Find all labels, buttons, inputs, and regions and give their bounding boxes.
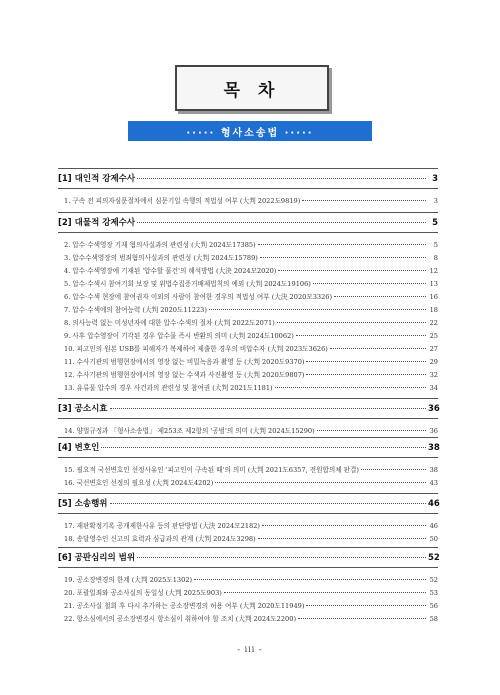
page-title: 목 차 <box>175 65 329 111</box>
entry-title: 7. 압수·수색에의 참여능력 (大判 2020도11223) <box>64 306 207 314</box>
entry-page-number: 38 <box>429 466 438 474</box>
entry-page-number: 12 <box>429 267 438 275</box>
toc-entry[interactable] <box>58 382 438 395</box>
entry-page-number: 22 <box>429 319 438 327</box>
dot-leader <box>194 579 426 580</box>
entry-title: 5. 압수·수색시 참여기회 보장 및 위법수집증거배제법칙의 예외 (大判 2024도19106) <box>64 280 311 288</box>
toc-section <box>58 212 438 395</box>
toc-section <box>58 168 438 208</box>
entry-list <box>58 568 438 626</box>
entry-page-number: 27 <box>429 345 438 353</box>
dot-leader <box>361 469 426 470</box>
entry-title: 4. 압수·수색영장에 기재된 '압수할 물건'의 해석방법 (大決 2024모2020) <box>64 267 277 275</box>
section-heading[interactable] <box>58 212 438 233</box>
entry-page-number: 36 <box>429 427 438 435</box>
entry-title: 19. 공소장변경의 한계 (大判 2025도1302) <box>64 576 193 584</box>
section-label: [2] 대물적 강제수사 <box>58 218 136 228</box>
dot-leader <box>258 538 426 539</box>
section-page-number: 36 <box>428 404 440 414</box>
toc-entry[interactable] <box>58 369 438 382</box>
entry-page-number: 5 <box>433 241 438 249</box>
entry-page-number: 32 <box>429 371 438 379</box>
entry-title: 18. 송달영수인 신고의 효력과 심급과의 관계 (大判 2024도3298) <box>64 535 256 543</box>
dot-leader <box>334 296 426 297</box>
toc-entry[interactable] <box>58 520 438 533</box>
dot-leader <box>262 525 426 526</box>
toc-entry[interactable] <box>58 195 438 208</box>
section-heading[interactable] <box>58 547 438 568</box>
dot-leader <box>110 408 427 409</box>
entry-title: 15. 필요적 국선변호인 선정사유인 '피고인이 구속된 때'의 의미 (大判 2021도6357, 전원합의체 판결) <box>64 466 359 474</box>
entry-title: 21. 공소사실 철회 후 다시 추가하는 공소장변경의 허용 여부 (大判 2020도11949) <box>64 602 305 610</box>
dot-leader <box>298 618 426 619</box>
entry-title: 8. 의사능력 없는 미성년자에 대한 압수·수색의 절차 (大判 2022도2071) <box>64 319 275 327</box>
section-page-number: 46 <box>428 499 440 509</box>
toc-entry[interactable] <box>58 239 438 252</box>
dot-leader <box>224 592 426 593</box>
section-heading[interactable] <box>58 398 438 419</box>
dot-leader <box>306 361 426 362</box>
page-footer: - iii - <box>237 645 263 654</box>
entry-title: 1. 구속 전 피의자심문절차에서 심문기일 속행의 적법성 여부 (大判 2022도9819) <box>64 197 301 205</box>
entry-title: 22. 항소심에서의 공소장변경시 항소심이 취하여야 할 조치 (大判 2024도2200) <box>64 615 297 623</box>
entry-page-number: 8 <box>433 254 438 262</box>
dot-leader <box>302 200 426 201</box>
section-page-number: 38 <box>428 443 440 453</box>
dot-leader <box>137 222 426 223</box>
dot-leader <box>101 447 426 448</box>
toc-entry[interactable] <box>58 613 438 626</box>
entry-list <box>58 419 438 438</box>
dot-leader <box>306 374 426 375</box>
section-label: [5] 소송행위 <box>58 499 108 509</box>
dot-leader <box>110 503 427 504</box>
entry-title: 10. 피고인의 원본 USB를 피해자가 복제하여 제출한 경우의 비압수자 (大判 2023도3626) <box>64 345 328 353</box>
section-label: [1] 대인적 강제수사 <box>58 174 136 184</box>
dot-leader <box>258 244 426 245</box>
dot-leader <box>278 270 426 271</box>
section-label: [6] 공판심리의 범위 <box>58 553 136 563</box>
entry-title: 13. 유류물 압수의 경우 사건과의 관련성 및 참여권 (大判 2021도1181) <box>64 384 273 392</box>
section-page-number: 52 <box>428 553 440 563</box>
entry-page-number: 50 <box>429 535 438 543</box>
subtitle-band: ····· 형사소송법 ····· <box>128 121 372 141</box>
entry-title: 20. 포괄일죄와 공소사실의 동일성 (大判 2025도903) <box>64 589 222 597</box>
entry-title: 11. 수사기관의 범행현장에서의 영장 없는 비밀녹음과 촬영 등 (大判 2020도9370) <box>64 358 305 366</box>
toc-entry[interactable] <box>58 317 438 330</box>
entry-page-number: 25 <box>429 332 438 340</box>
entry-list <box>58 458 438 490</box>
dot-leader <box>137 178 426 179</box>
entry-page-number: 3 <box>433 197 438 205</box>
entry-page-number: 52 <box>429 576 438 584</box>
section-page-number: 3 <box>432 174 438 184</box>
dot-leader <box>296 335 426 336</box>
toc-entry[interactable] <box>58 330 438 343</box>
toc-section <box>58 437 438 490</box>
entry-title: 3. 압수수색영장의 범죄혐의사실과의 관련성 (大判 2024도15789) <box>64 254 258 262</box>
entry-list <box>58 189 438 208</box>
toc-section <box>58 547 438 626</box>
toc-entry[interactable] <box>58 464 438 477</box>
section-page-number: 5 <box>432 218 438 228</box>
entry-title: 9. 사후 압수영장이 기각된 경우 압수물 즉시 반환의 의미 (大判 2024도10062) <box>64 332 294 340</box>
toc-section <box>58 398 438 438</box>
toc-entry[interactable] <box>58 477 438 490</box>
toc-entry[interactable] <box>58 278 438 291</box>
toc-section <box>58 493 438 546</box>
entry-page-number: 13 <box>429 280 438 288</box>
toc-entry[interactable] <box>58 356 438 369</box>
entry-list <box>58 233 438 395</box>
section-label: [3] 공소시효 <box>58 404 108 414</box>
dot-leader <box>313 283 426 284</box>
entry-page-number: 56 <box>429 602 438 610</box>
section-label: [4] 변호인 <box>58 443 100 453</box>
entry-page-number: 16 <box>429 293 438 301</box>
entry-title: 16. 국선변호인 선정의 필요성 (大判 2024도4202) <box>64 479 214 487</box>
toc-entry[interactable] <box>58 304 438 317</box>
dot-leader <box>137 557 426 558</box>
toc-entry[interactable] <box>58 533 438 546</box>
dot-leader <box>260 257 426 258</box>
dot-leader <box>275 387 426 388</box>
section-heading[interactable] <box>58 493 438 514</box>
entry-page-number: 18 <box>429 306 438 314</box>
entry-title: 6. 압수·수색 현장에 참여권자 이외의 사람이 참여한 경우의 적법성 여부 (大決 2020모3326) <box>64 293 333 301</box>
dot-leader <box>330 348 426 349</box>
dot-leader <box>317 430 426 431</box>
entry-page-number: 58 <box>429 615 438 623</box>
dot-leader <box>306 605 426 606</box>
entry-page-number: 43 <box>429 479 438 487</box>
toc-entry[interactable] <box>58 574 438 587</box>
entry-title: 2. 압수·수색영장 기재 혐의사실과의 관련성 (大判 2024도17385) <box>64 241 256 249</box>
toc-entry[interactable] <box>58 265 438 278</box>
dot-leader <box>209 309 426 310</box>
entry-page-number: 46 <box>429 522 438 530</box>
dot-leader <box>215 482 426 483</box>
entry-title: 14. 양벌규정과 「형사소송법」 제253조 제2항의 '공범'의 의미 (大判 2024도15290) <box>64 427 315 435</box>
toc-entry[interactable] <box>58 343 438 356</box>
dot-leader <box>277 322 426 323</box>
entry-page-number: 29 <box>429 358 438 366</box>
entry-page-number: 34 <box>429 384 438 392</box>
entry-title: 12. 수사기관의 범행현장에서의 영장 없는 수색과 사진촬영 등 (大判 2020도9807) <box>64 371 305 379</box>
entry-page-number: 53 <box>429 589 438 597</box>
entry-title: 17. 재판확정기록 공개제한사유 등의 판단방법 (大決 2024모2182) <box>64 522 260 530</box>
toc-entry[interactable] <box>58 600 438 613</box>
toc-entry[interactable] <box>58 291 438 304</box>
toc-entry[interactable] <box>58 587 438 600</box>
entry-list <box>58 514 438 546</box>
section-heading[interactable] <box>58 168 438 189</box>
section-heading[interactable] <box>58 437 438 458</box>
toc-entry[interactable] <box>58 252 438 265</box>
